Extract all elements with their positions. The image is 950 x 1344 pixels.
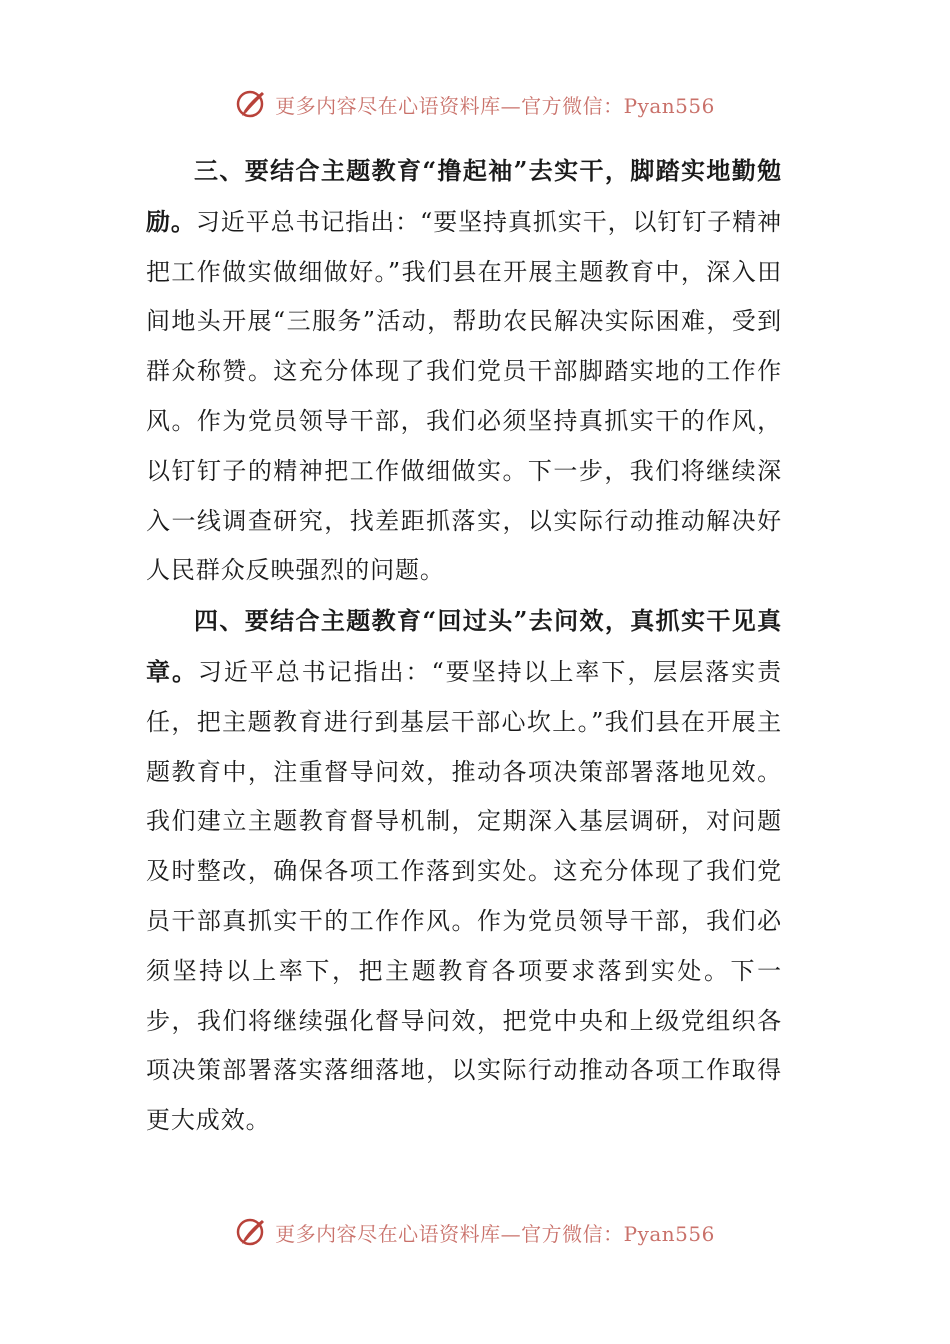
watermark-text: 更多内容尽在心语资料库—官方微信：Pyan556 xyxy=(275,93,715,118)
paragraph-3 xyxy=(146,146,782,596)
watermark-banner-bottom xyxy=(0,1212,950,1252)
document-body xyxy=(146,146,782,1146)
paragraph-text: 习近平总书记指出：“要坚持真抓实干，以钉钉子精神把工作做实做细做好。”我们县在开展主题教育中，深入田间地头开展“三服务”活动，帮助农民解决实际困难，受到群众称赞。这充分体现了我们党员干部脚踏实地的工作作风。作为党员领导干部，我们必须坚持真抓实干的作风，以钉钉子的精神把工作做细做实。下一步，我们将继续深入一线调查研究，找差距抓落实，以实际行动推动解决好人民群众反映强烈的问题。 xyxy=(146,207,782,585)
paragraph-heading: 四、要结合主题教育“回过头”去问效，真抓实干见真章。 xyxy=(146,606,782,686)
pen-logo-icon xyxy=(235,1215,269,1249)
pen-logo-icon xyxy=(235,87,269,121)
watermark-banner-top xyxy=(0,84,950,124)
paragraph-4 xyxy=(146,596,782,1146)
paragraph-text: 习近平总书记指出：“要坚持以上率下，层层落实责任，把主题教育进行到基层干部心坎上。”我们县在开展主题教育中，注重督导问效，推动各项决策部署落地见效。我们建立主题教育督导机制，定期深入基层调研，对问题及时整改，确保各项工作落到实处。这充分体现了我们党员干部真抓实干的工作作风。作为党员领导干部，我们必须坚持以上率下，把主题教育各项要求落到实处。下一步，我们将继续强化督导问效，把党中央和上级党组织各项决策部署落实落细落地，以实际行动推动各项工作取得更大成效。 xyxy=(146,657,782,1135)
watermark-text: 更多内容尽在心语资料库—官方微信：Pyan556 xyxy=(275,1221,715,1246)
paragraph-heading: 三、要结合主题教育“撸起袖”去实干，脚踏实地勤勉励。 xyxy=(146,156,782,236)
